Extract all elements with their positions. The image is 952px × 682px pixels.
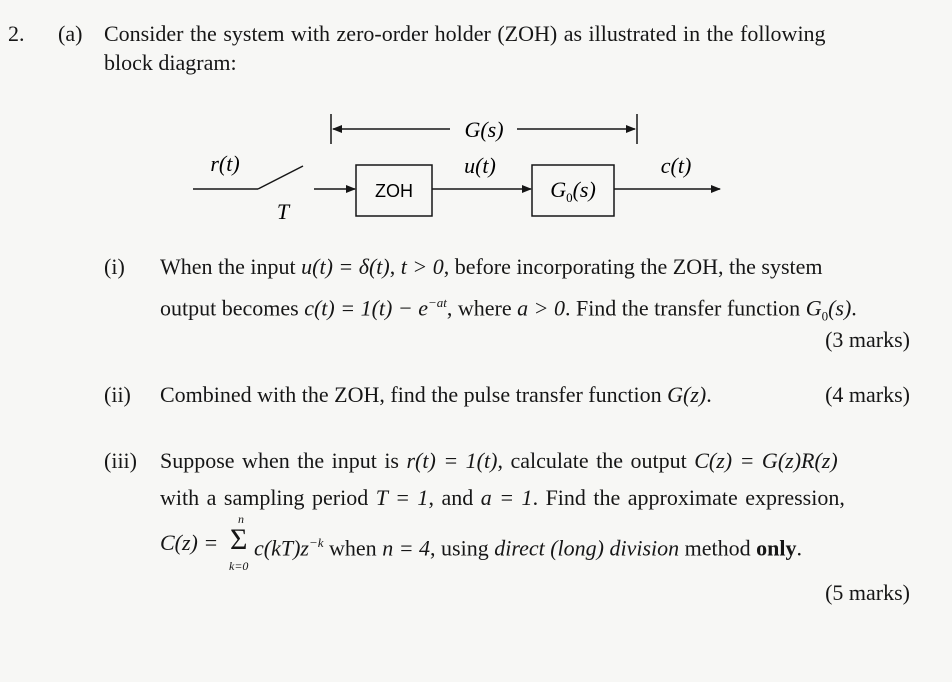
g-span-label: G(s) xyxy=(464,117,504,142)
part-iii-cz-lhs: C(z) = xyxy=(160,530,219,555)
part-i-marks: (3 marks) xyxy=(825,327,910,352)
part-iii-line-1: Suppose when the input is r(t) = 1(t), calculate the output C(z) = G(z)R(z) xyxy=(160,448,838,473)
part-iii-label: (iii) xyxy=(104,448,137,473)
intro-line-1: Consider the system with zero-order holder (ZOH) as illustrated in the following xyxy=(104,21,826,46)
summation-upper: n xyxy=(238,512,244,526)
sampler-period-label: T xyxy=(276,199,290,224)
block-diagram xyxy=(0,100,952,230)
part-iii-line-3: $c(kT)z^{-k}$ when n = 4, using direct (long) division method only. xyxy=(254,535,803,561)
part-ii-label: (ii) xyxy=(104,382,131,407)
part-iii-line-2: with a sampling period T = 1, and a = 1. Find the approximate expression, xyxy=(160,485,845,510)
part-i-line-2: output becomes $c(t) = 1(t) - e^{-at}$, where a > 0. Find the transfer function $G_0(s)$. xyxy=(160,295,857,324)
part-label-a: (a) xyxy=(58,21,83,46)
sampler-switch xyxy=(258,166,303,189)
part-iii-marks: (5 marks) xyxy=(825,580,910,605)
part-i-label: (i) xyxy=(104,254,125,279)
zoh-label: ZOH xyxy=(375,181,413,201)
part-ii-line: Combined with the ZOH, find the pulse transfer function G(z). xyxy=(160,382,712,407)
part-ii-marks: (4 marks) xyxy=(825,382,910,407)
plant-label: $G_0(s)$ xyxy=(550,177,596,205)
summation-lower: k=0 xyxy=(229,559,249,573)
intro-line-2: block diagram: xyxy=(104,50,237,75)
u-signal-label: u(t) xyxy=(464,153,496,178)
summation-symbol: Σ xyxy=(230,523,248,556)
part-i-line-1: When the input u(t) = δ(t), t > 0, before incorporating the ZOH, the system xyxy=(160,254,823,279)
question-number: 2. xyxy=(8,21,25,46)
input-signal-label: r(t) xyxy=(210,151,240,176)
output-signal-label: c(t) xyxy=(660,153,692,178)
